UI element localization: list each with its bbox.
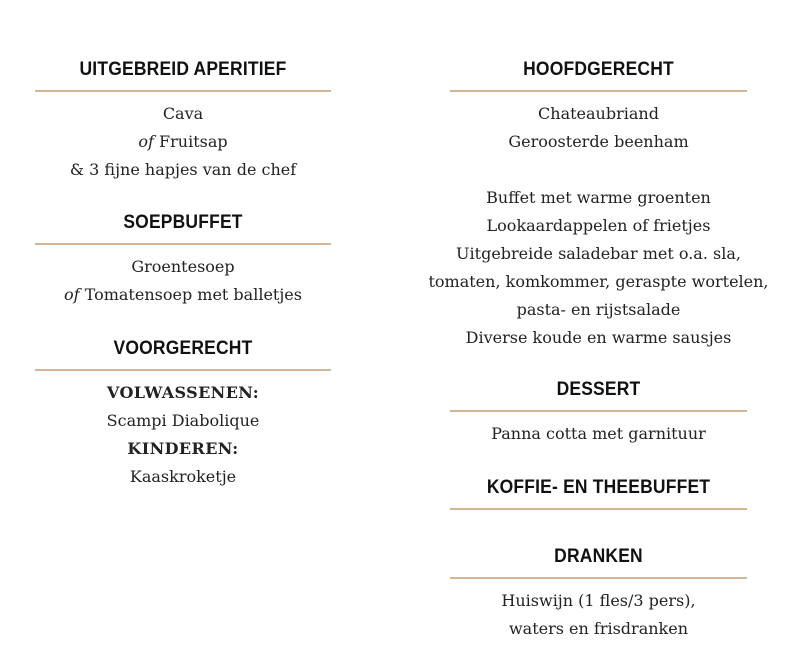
menu-item: Groentesoep xyxy=(131,257,235,276)
section-hoofdgerecht xyxy=(428,58,769,352)
section-soepbuffet xyxy=(35,211,331,309)
menu-item: Panna cotta met garnituur xyxy=(491,424,706,443)
menu-item: Buffet met warme groenten xyxy=(486,188,711,207)
section-voorgerecht xyxy=(35,337,331,491)
menu-item: & 3 fijne hapjes van de chef xyxy=(69,160,297,179)
menu-item: Lookaardappelen of frietjes xyxy=(486,216,711,235)
section-body xyxy=(450,420,747,448)
section-heading: VOORGERECHT xyxy=(113,338,253,359)
menu-item: Diverse koude en warme sausjes xyxy=(465,328,732,347)
section-heading: SOEPBUFFET xyxy=(123,212,243,233)
section-heading: KOFFIE- EN THEEBUFFET xyxy=(486,477,711,498)
menu-item: Kaaskroketje xyxy=(129,467,237,486)
spacer xyxy=(450,156,747,184)
menu-item-text: Tomatensoep met balletjes xyxy=(79,285,302,304)
menu-item: Cava xyxy=(162,104,204,123)
subheading-kids: KINDEREN: xyxy=(127,439,239,458)
subheading-adults: VOLWASSENEN: xyxy=(106,383,260,402)
section-body xyxy=(35,100,331,184)
menu-item: Geroosterde beenham xyxy=(508,132,689,151)
or-word: of xyxy=(64,285,80,304)
section-koffie xyxy=(450,476,747,510)
section-body xyxy=(35,379,331,491)
section-divider xyxy=(450,410,747,412)
section-divider xyxy=(450,577,747,579)
menu-item: waters en frisdranken xyxy=(508,619,689,638)
section-dessert xyxy=(450,378,747,448)
section-heading: DRANKEN xyxy=(554,546,643,567)
section-body xyxy=(35,253,331,309)
section-divider xyxy=(35,243,331,245)
section-body xyxy=(428,100,769,352)
section-dranken xyxy=(450,545,747,643)
menu-item: Chateaubriand xyxy=(538,104,659,123)
section-heading: HOOFDGERECHT xyxy=(523,59,674,80)
menu-item: Uitgebreide saladebar met o.a. sla, xyxy=(456,244,741,263)
menu-item: pasta- en rijstsalade xyxy=(516,300,681,319)
menu-item: Scampi Diabolique xyxy=(106,411,260,430)
section-body xyxy=(450,587,747,643)
menu-item: tomaten, komkommer, geraspte wortelen, xyxy=(428,272,769,291)
menu-item xyxy=(35,281,331,309)
section-divider xyxy=(450,90,747,92)
section-heading: UITGEBREID APERITIEF xyxy=(79,59,287,80)
menu-item: Huiswijn (1 fles/3 pers), xyxy=(501,591,696,610)
section-aperitief xyxy=(35,58,331,184)
section-divider xyxy=(35,369,331,371)
menu-item-text: Fruitsap xyxy=(153,132,228,151)
or-word: of xyxy=(138,132,154,151)
section-divider xyxy=(35,90,331,92)
menu-item xyxy=(35,128,331,156)
section-heading: DESSERT xyxy=(556,379,641,400)
section-divider xyxy=(450,508,747,510)
